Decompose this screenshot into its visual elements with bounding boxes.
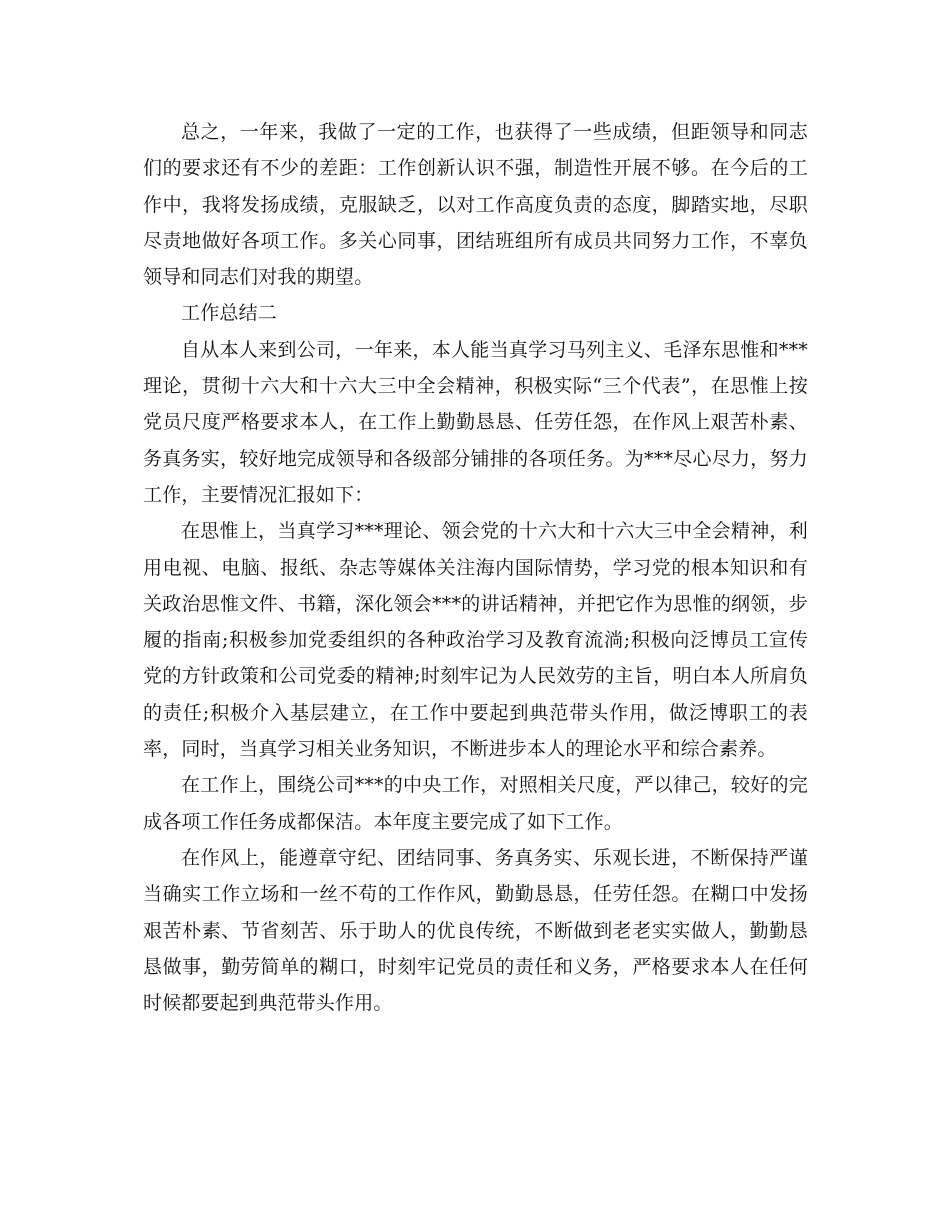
document-body (143, 114, 808, 1021)
paragraph-intro: 自从本人来到公司，一年来，本人能当真学习马列主义、毛泽东思惟和***理论，贯彻十六大和十六大三中全会精神，积极实际“三个代表”，在思惟上按党员尺度严格要求本人，在工作上勤勤恳恳、任劳任怨，在作风上艰苦朴素、务真务实，较好地完成领导和各级部分铺排的各项任务。为***尽心尽力，努力工作，主要情况汇报如下： (143, 338, 808, 506)
section-heading: 工作总结二 (181, 302, 278, 325)
paragraph-thought: 在思惟上，当真学习***理论、领会党的十六大和十六大三中全会精神，利用电视、电脑、报纸、杂志等媒体关注海内国际情势，学习党的根本知识和有关政治思惟文件、书籍，深化领会***的讲话精神，并把它作为思惟的纲领，步履的指南;积极参加党委组织的各种政治学习及教育流淌;积极向泛博员工宣传党的方针政策和公司党委的精神;时刻牢记为人民效劳的主旨，明白本人所肩负的责任;积极介入基层建立，在工作中要起到典范带头作用，做泛博职工的表率，同时，当真学习相关业务知识，不断进步本人的理论水平和综合素养。 (143, 520, 808, 761)
paragraph-work: 在工作上，围绕公司***的中央工作，对照相关尺度，严以律己，较好的完成各项工作任务成都保洁。本年度主要完成了如下工作。 (143, 774, 808, 833)
paragraph-summary: 总之，一年来，我做了一定的工作，也获得了一些成绩，但距领导和同志们的要求还有不少的差距：工作创新认识不强，制造性开展不够。在今后的工作中，我将发扬成绩，克服缺乏，以对工作高度负责的态度，脚踏实地，尽职尽责地做好各项工作。多关心同事，团结班组所有成员共同努力工作，不辜负领导和同志们对我的期望。 (143, 121, 808, 289)
paragraph-style: 在作风上，能遵章守纪、团结同事、务真务实、乐观长进，不断保持严谨当确实工作立场和一丝不苟的工作作风，勤勤恳恳，任劳任怨。在糊口中发扬艰苦朴素、节省刻苦、乐于助人的优良传统，不断做到老老实实做人，勤勤恳恳做事，勤劳简单的糊口，时刻牢记党员的责任和义务，严格要求本人在任何时候都要起到典范带头作用。 (143, 846, 808, 1015)
